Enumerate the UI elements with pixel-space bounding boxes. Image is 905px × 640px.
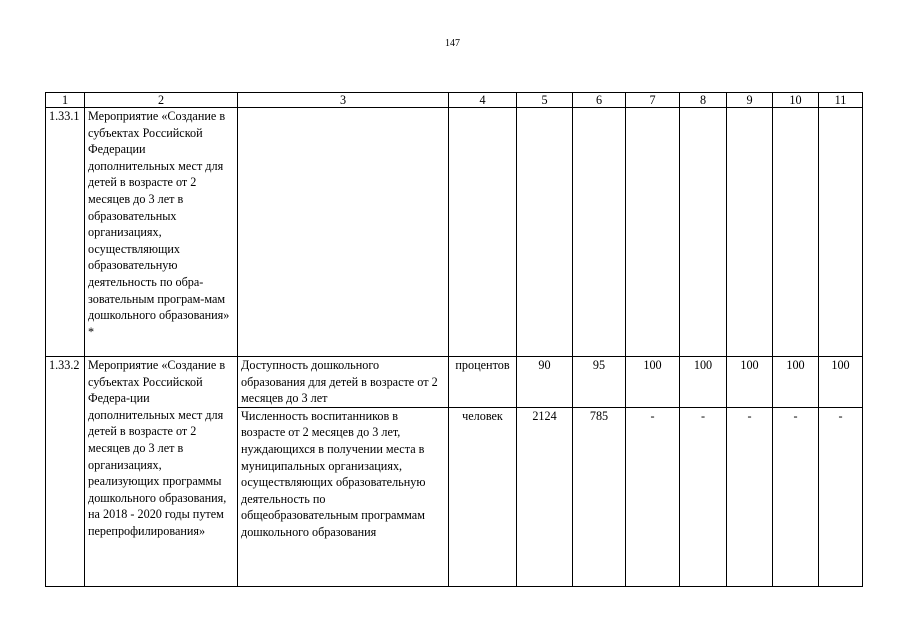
- row-id: 1.33.2: [46, 357, 85, 587]
- value-cell: [773, 108, 819, 357]
- indicator-name: Доступность дошкольного образования для детей в возрасте от 2 месяцев до 3 лет: [238, 357, 449, 408]
- value-cell: 100: [626, 357, 680, 408]
- value-cell: 90: [517, 357, 573, 408]
- unit-cell: [449, 108, 517, 357]
- header-cell: 8: [680, 93, 727, 108]
- header-cell: 3: [238, 93, 449, 108]
- measure-text: Мероприятие «Создание в субъектах Российской Федера-ции дополнительных мест для детей в возрасте от 2 месяцев до 3 лет в организациях, реализующих программы дошкольного образования, на 2018 - 2020 годы путем перепрофилирования»: [85, 357, 238, 587]
- header-cell: 9: [727, 93, 773, 108]
- value-cell: 785: [573, 407, 626, 586]
- indicator-name: Численность воспитанников в возрасте от 2 месяцев до 3 лет, нуждающихся в получении места в муниципальных организациях, осуществляющих образовательную деятельность по общеобразовательным программам дошкольного образования: [238, 407, 449, 586]
- table-row-1-33-2: [46, 357, 863, 408]
- value-cell: 100: [727, 357, 773, 408]
- table-row-1-33-1: [46, 108, 863, 357]
- header-cell: 2: [85, 93, 238, 108]
- header-cell: 11: [819, 93, 863, 108]
- value-cell: -: [727, 407, 773, 586]
- page-number: 147: [445, 38, 460, 49]
- header-cell: 4: [449, 93, 517, 108]
- value-cell: [819, 108, 863, 357]
- header-cell: 10: [773, 93, 819, 108]
- unit-value: человек: [449, 407, 517, 586]
- value-cell: 95: [573, 357, 626, 408]
- indicator-cell: [238, 108, 449, 357]
- row-id: 1.33.1: [46, 108, 85, 357]
- value-cell: -: [819, 407, 863, 586]
- header-cell: 7: [626, 93, 680, 108]
- value-cell: -: [773, 407, 819, 586]
- measure-text: Мероприятие «Создание в субъектах Российской Федерации дополнительных мест для детей в возрасте от 2 месяцев до 3 лет в образовательных организациях, осуществляющих образовательную деятельность по обра-зовательным програм-мам дошкольного образования» *: [85, 108, 238, 357]
- value-cell: [626, 108, 680, 357]
- value-cell: -: [680, 407, 727, 586]
- value-cell: 100: [680, 357, 727, 408]
- header-cell: 1: [46, 93, 85, 108]
- header-cell: 6: [573, 93, 626, 108]
- value-cell: [573, 108, 626, 357]
- value-cell: 100: [819, 357, 863, 408]
- value-cell: [727, 108, 773, 357]
- value-cell: [517, 108, 573, 357]
- value-cell: 100: [773, 357, 819, 408]
- indicators-table: [45, 92, 863, 587]
- unit-value: процентов: [449, 357, 517, 408]
- value-cell: [680, 108, 727, 357]
- value-cell: -: [626, 407, 680, 586]
- value-cell: 2124: [517, 407, 573, 586]
- header-row: [46, 93, 863, 108]
- header-cell: 5: [517, 93, 573, 108]
